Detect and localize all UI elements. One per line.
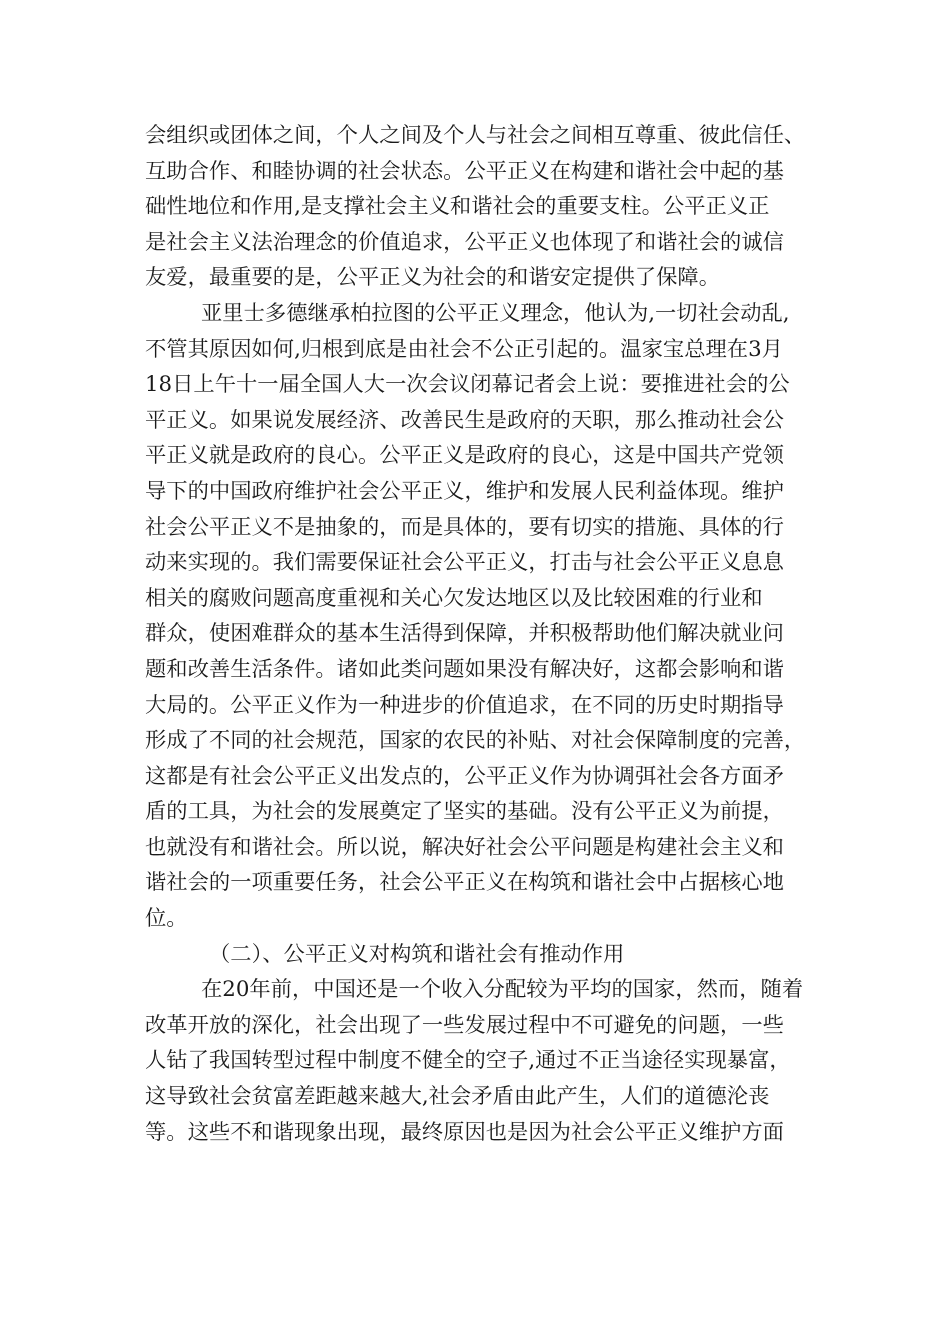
text-line: 也就没有和谐社会。所以说，解决好社会公平问题是构建社会主义和 [145, 834, 784, 860]
text-line: 人钻了我国转型过程中制度不健全的空子,通过不正当途径实现暴富， [145, 1048, 791, 1074]
text-line: 大局的。公平正义作为一种进步的价值追求，在不同的历史时期指导 [145, 692, 784, 718]
text-line: 谐社会的一项重要任务，社会公平正义在构筑和谐社会中占据核心地 [145, 870, 784, 896]
document-page [145, 118, 810, 1150]
text-line: 础性地位和作用,是支撑社会主义和谐社会的重要支柱。公平正义正 [145, 194, 770, 220]
text-line: 题和改善生活条件。诸如此类问题如果没有解决好，这都会影响和谐 [145, 656, 784, 682]
text-line: 平正义。如果说发展经济、改善民生是政府的天职，那么推动社会公 [145, 407, 784, 433]
text-line: 盾的工具，为社会的发展奠定了坚实的基础。没有公平正义为前提， [145, 799, 784, 825]
text-line: 在20年前，中国还是一个收入分配较为平均的国家，然而，随着 [201, 977, 804, 1003]
text-line: 社会公平正义不是抽象的，而是具体的，要有切实的措施、具体的行 [145, 514, 784, 540]
text-line: 友爱，最重要的是，公平正义为社会的和谐安定提供了保障。 [145, 265, 721, 291]
text-line: 动来实现的。我们需要保证社会公平正义，打击与社会公平正义息息 [145, 550, 784, 576]
text-line: 群众，使困难群众的基本生活得到保障，并积极帮助他们解决就业问 [145, 621, 784, 647]
text-line: 这导致社会贫富差距越来越大,社会矛盾由此产生，人们的道德沦丧 [145, 1084, 770, 1110]
text-line: 这都是有社会公平正义出发点的，公平正义作为协调弭社会各方面矛 [145, 763, 784, 789]
text-line: 互助合作、和睦协调的社会状态。公平正义在构建和谐社会中起的基 [145, 158, 784, 184]
paragraph-1 [145, 118, 810, 296]
paragraph-3 [145, 972, 810, 1150]
paragraph-2 [145, 296, 810, 937]
text-line: 是社会主义法治理念的价值追求，公平正义也体现了和谐社会的诚信 [145, 229, 784, 255]
text-line: 18日上午十一届全国人大一次会议闭幕记者会上说：要推进社会的公 [145, 372, 790, 398]
text-line: 相关的腐败问题高度重视和关心欠发达地区以及比较困难的行业和 [145, 585, 763, 611]
text-line: 会组织或团体之间，个人之间及个人与社会之间相互尊重、彼此信任、 [145, 123, 806, 148]
text-line: 不管其原因如何,归根到底是由社会不公正引起的。温家宝总理在3月 [145, 336, 783, 362]
text-line: 改革开放的深化，社会出现了一些发展过程中不可避免的问题，一些 [145, 1012, 784, 1038]
text-line: 位。 [145, 906, 188, 932]
text-line: 平正义就是政府的良心。公平正义是政府的良心，这是中国共产党领 [145, 443, 784, 469]
text-line: 导下的中国政府维护社会公平正义，维护和发展人民利益体现。维护 [145, 478, 784, 504]
section-heading: （二）、公平正义对构筑和谐社会有推动作用 [209, 941, 625, 967]
text-line: 形成了不同的社会规范，国家的农民的补贴、对社会保障制度的完善， [145, 728, 806, 754]
text-line: 等。这些不和谐现象出现，最终原因也是因为社会公平正义维护方面 [145, 1119, 784, 1145]
text-line: 亚里士多德继承柏拉图的公平正义理念，他认为,一切社会动乱, [201, 300, 790, 326]
